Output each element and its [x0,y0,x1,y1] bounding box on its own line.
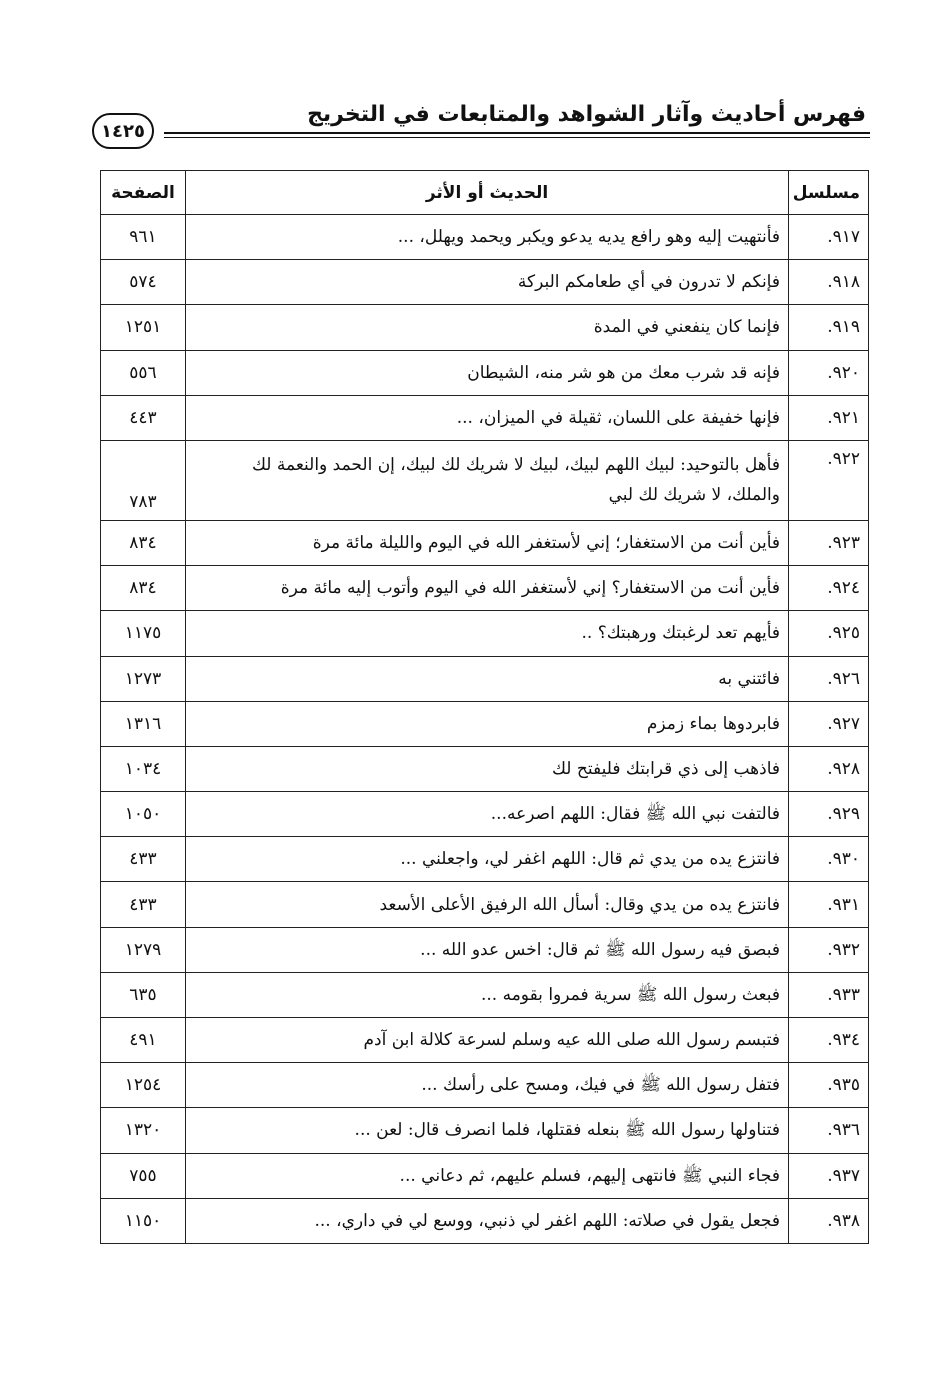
page-number-cell: ٤٤٣ [101,395,186,440]
table-row [101,792,869,837]
serial-cell: ٩٣٣. [789,972,869,1017]
header-rule [164,132,870,138]
serial-cell: ٩٢١. [789,395,869,440]
serial-cell: ٩٢٣. [789,520,869,565]
table-row [101,305,869,350]
page-number-cell: ٧٨٣ [101,440,186,520]
serial-cell: ٩٣٥. [789,1063,869,1108]
hadith-text-cell: فتفل رسول الله ﷺ في فيك، ومسح على رأسك ... [186,1063,789,1108]
serial-cell: ٩٢٠. [789,350,869,395]
table-row [101,1198,869,1243]
hadith-text-cell: فاذهب إلى ذي قرابتك فليفتح لك [186,746,789,791]
serial-cell: ٩٢٧. [789,701,869,746]
table-header-row [101,171,869,215]
table-row [101,746,869,791]
serial-cell: ٩٣٢. [789,927,869,972]
serial-cell: ٩٢٨. [789,746,869,791]
serial-cell: ٩١٧. [789,215,869,260]
page-number-cell: ١٢٧٩ [101,927,186,972]
hadith-text-cell: فأيهم تعد لرغبتك ورهبتك؟ .. [186,611,789,656]
page-number-cell: ١٠٣٤ [101,746,186,791]
serial-cell: ٩٣٧. [789,1153,869,1198]
page-number-cell: ٤٣٣ [101,837,186,882]
page-number-cell: ١٢٥٤ [101,1063,186,1108]
page-number-cell: ١٣١٦ [101,701,186,746]
hadith-text-cell: فائتني به [186,656,789,701]
page-number-cell: ١١٥٠ [101,1198,186,1243]
table-row [101,566,869,611]
hadith-text-cell: فإنما كان ينفعني في المدة [186,305,789,350]
page-number-cell: ٥٥٦ [101,350,186,395]
serial-cell: ٩٣٦. [789,1108,869,1153]
page-number-cell: ٨٣٤ [101,566,186,611]
table-row [101,350,869,395]
hadith-text-cell: فانتزع يده من يدي ثم قال: اللهم اغفر لي، واجعلني ... [186,837,789,882]
page-number: ١٤٢٥ [92,113,154,149]
table-row [101,611,869,656]
page-number-cell: ٦٣٥ [101,972,186,1017]
hadith-text-cell: فإنه قد شرب معك من هو شر منه، الشيطان [186,350,789,395]
table-row [101,1108,869,1153]
table-row [101,440,869,520]
page-header [92,90,870,160]
hadith-text-cell: فبعث رسول الله ﷺ سرية فمروا بقومه ... [186,972,789,1017]
hadith-text-cell: فالتفت نبي الله ﷺ فقال: اللهم اصرعه... [186,792,789,837]
serial-cell: ٩٣٤. [789,1018,869,1063]
hadith-text-cell: فبصق فيه رسول الله ﷺ ثم قال: اخس عدو الله ... [186,927,789,972]
table-row [101,656,869,701]
hadith-text-cell: فجعل يقول في صلاته: اللهم اغفر لي ذنبي، ووسع لي في داري، ... [186,1198,789,1243]
page-number-cell: ٩٦١ [101,215,186,260]
table-row [101,1018,869,1063]
serial-cell: ٩٢٢. [789,440,869,520]
table-row [101,1153,869,1198]
page-number-cell: ٧٥٥ [101,1153,186,1198]
page-number-cell: ٥٧٤ [101,260,186,305]
table-row [101,882,869,927]
page-number-cell: ١٣٢٠ [101,1108,186,1153]
serial-cell: ٩٣٨. [789,1198,869,1243]
hadith-text-cell: فإنها خفيفة على اللسان، ثقيلة في الميزان، ... [186,395,789,440]
running-title: فهرس أحاديث وآثار الشواهد والمتابعات في التخريج [307,102,866,127]
table-row [101,972,869,1017]
column-header-page: الصفحة [101,171,186,215]
table-row [101,395,869,440]
hadith-text-cell: فإنكم لا تدرون في أي طعامكم البركة [186,260,789,305]
hadith-text-cell: فانتزع يده من يدي وقال: أسأل الله الرفيق الأعلى الأسعد [186,882,789,927]
serial-cell: ٩١٨. [789,260,869,305]
column-header-text: الحديث أو الأثر [186,171,789,215]
serial-cell: ٩٢٥. [789,611,869,656]
page-number-cell: ٨٣٤ [101,520,186,565]
column-header-serial: مسلسل [789,171,869,215]
table-row [101,1063,869,1108]
hadith-text-cell: فأين أنت من الاستغفار؟ إني لأستغفر الله في اليوم وأتوب إليه مائة مرة [186,566,789,611]
table-row [101,927,869,972]
page-number-cell: ١٢٥١ [101,305,186,350]
table-row [101,215,869,260]
table-body [101,215,869,1244]
serial-cell: ٩١٩. [789,305,869,350]
page-number-cell: ١٠٥٠ [101,792,186,837]
table-row [101,837,869,882]
table-row [101,260,869,305]
table-row [101,520,869,565]
page-number-cell: ١٢٧٣ [101,656,186,701]
hadith-text-cell: فتناولها رسول الله ﷺ بنعله فقتلها، فلما انصرف قال: لعن ... [186,1108,789,1153]
serial-cell: ٩٣٠. [789,837,869,882]
serial-cell: ٩٢٤. [789,566,869,611]
page-number-cell: ١١٧٥ [101,611,186,656]
page-number-cell: ٤٣٣ [101,882,186,927]
serial-cell: ٩٣١. [789,882,869,927]
hadith-index-table [100,170,869,1244]
table-row [101,701,869,746]
serial-cell: ٩٢٩. [789,792,869,837]
hadith-text-cell: فابردوها بماء زمزم [186,701,789,746]
hadith-text-cell: فأهل بالتوحيد: لبيك اللهم لبيك، لبيك لا شريك لك لبيك، إن الحمد والنعمة لك والملك، لا شريك لك لبي [186,440,789,520]
hadith-text-cell: فأنتهيت إليه وهو رافع يديه يدعو ويكبر ويحمد ويهلل، ... [186,215,789,260]
hadith-text-cell: فأين أنت من الاستغفار؛ إني لأستغفر الله في اليوم والليلة مائة مرة [186,520,789,565]
hadith-text-cell: فجاء النبي ﷺ فانتهى إليهم، فسلم عليهم، ثم دعاني ... [186,1153,789,1198]
page-number-cell: ٤٩١ [101,1018,186,1063]
hadith-text-cell: فتبسم رسول الله صلى الله عيه وسلم لسرعة كلالة ابن آدم [186,1018,789,1063]
serial-cell: ٩٢٦. [789,656,869,701]
